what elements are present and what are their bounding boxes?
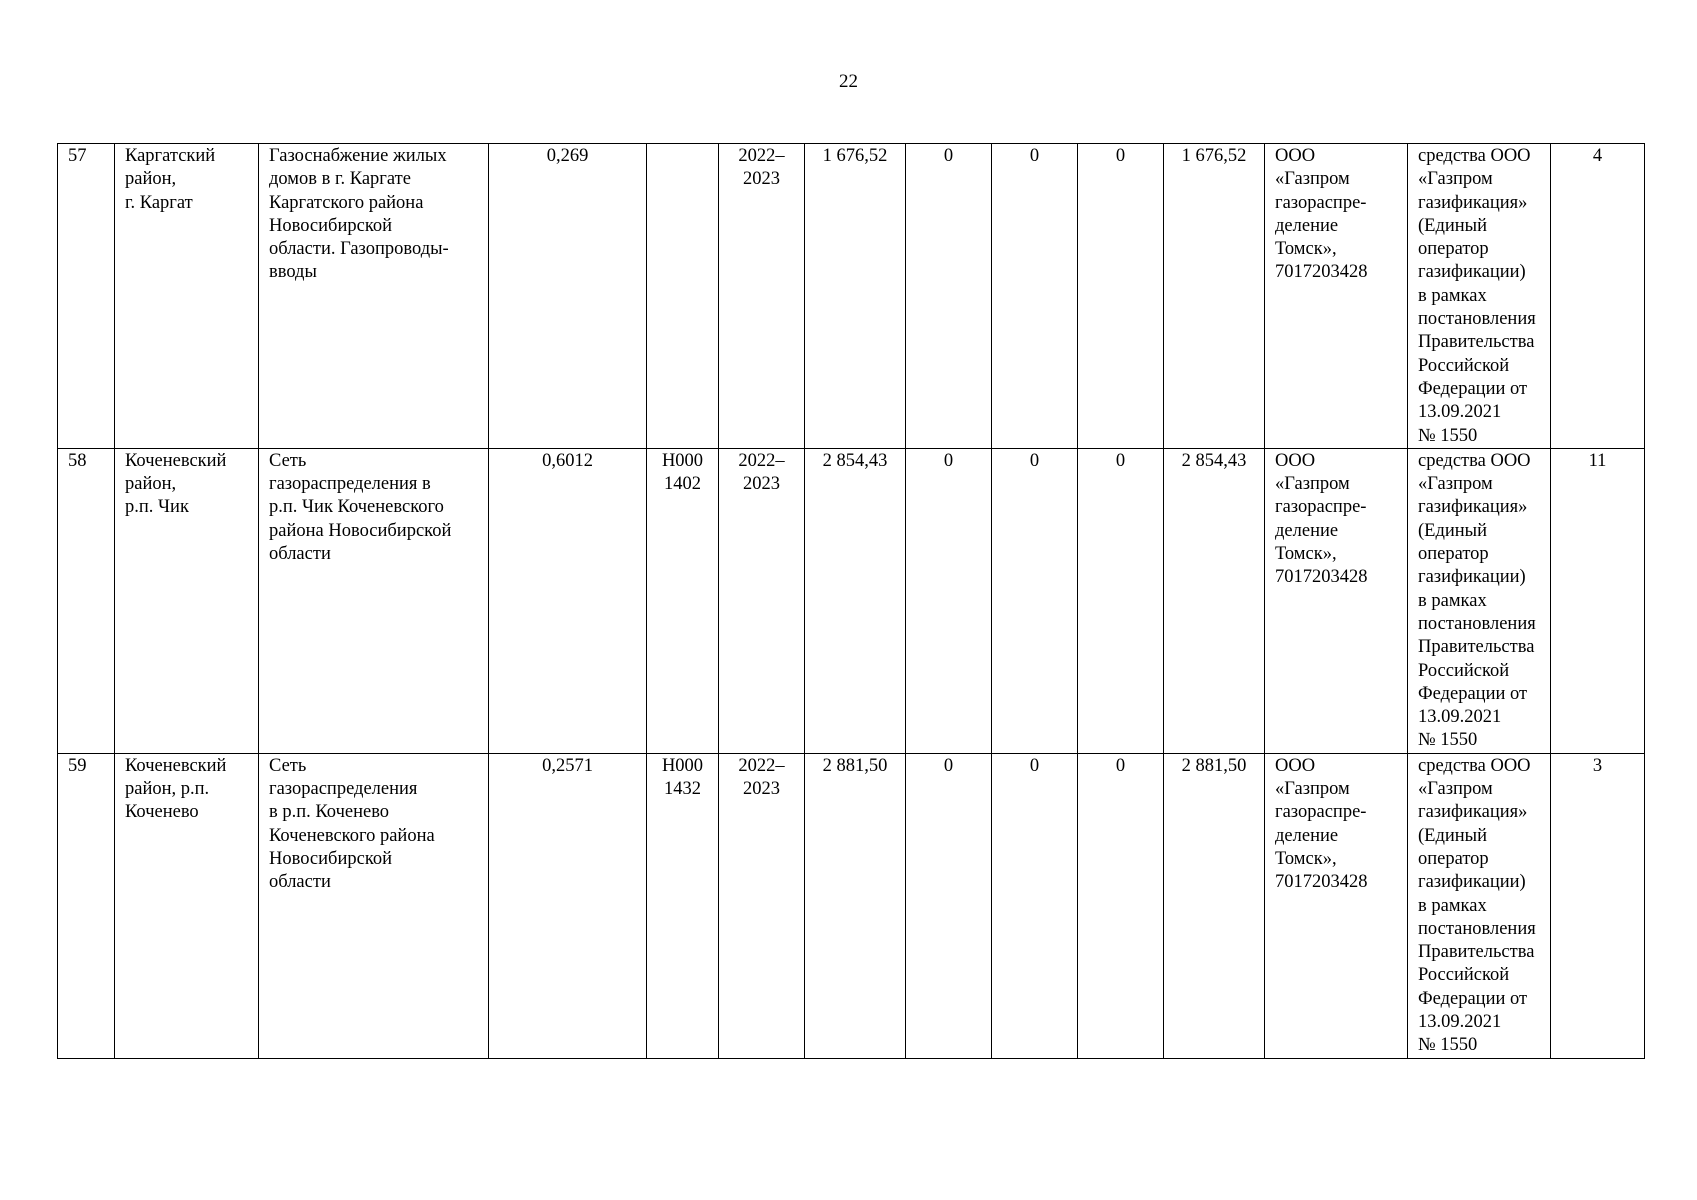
value-cell-3: 0 [1078,753,1164,1058]
funding-source-cell: средства ООО «Газпром газификация» (Единый оператор газификации) в рамках постановления Правительства Российской Федерации от 13.09.2021 № 1550 [1408,144,1551,449]
total-cost-cell: 2 881,50 [805,753,906,1058]
row-number: 57 [58,144,115,449]
value-cell-4: 2 881,50 [1164,753,1265,1058]
value-cell-3: 0 [1078,448,1164,753]
object-name-cell: Газоснабжение жилых домов в г. Каргате Каргатского района Новосибирской области. Газопроводы- вводы [259,144,489,449]
count-cell: 4 [1551,144,1645,449]
total-cost-cell: 1 676,52 [805,144,906,449]
table-row [58,448,1645,753]
value-cell-1: 0 [906,753,992,1058]
code-cell: Н000 1432 [647,753,719,1058]
total-cost-cell: 2 854,43 [805,448,906,753]
object-name-cell: Сеть газораспределения в р.п. Чик Коченевского района Новосибирской области [259,448,489,753]
value-cell-1: 0 [906,144,992,449]
table-row [58,753,1645,1058]
organization-cell: ООО «Газпром газораспре- деление Томск», 7017203428 [1265,753,1408,1058]
funding-source-cell: средства ООО «Газпром газификация» (Единый оператор газификации) в рамках постановления Правительства Российской Федерации от 13.09.2021 № 1550 [1408,448,1551,753]
length-cell: 0,269 [489,144,647,449]
district-cell: Коченевский район, р.п. Коченево [115,753,259,1058]
code-cell: Н000 1402 [647,448,719,753]
gasification-table [57,143,1645,1059]
funding-source-cell: средства ООО «Газпром газификация» (Единый оператор газификации) в рамках постановления Правительства Российской Федерации от 13.09.2021 № 1550 [1408,753,1551,1058]
length-cell: 0,6012 [489,448,647,753]
value-cell-4: 1 676,52 [1164,144,1265,449]
organization-cell: ООО «Газпром газораспре- деление Томск», 7017203428 [1265,448,1408,753]
count-cell: 11 [1551,448,1645,753]
table-row [58,144,1645,449]
value-cell-3: 0 [1078,144,1164,449]
page-number: 22 [839,71,858,92]
code-cell [647,144,719,449]
value-cell-2: 0 [992,448,1078,753]
organization-cell: ООО «Газпром газораспре- деление Томск», 7017203428 [1265,144,1408,449]
period-cell: 2022– 2023 [719,753,805,1058]
period-cell: 2022– 2023 [719,448,805,753]
row-number: 58 [58,448,115,753]
period-cell: 2022– 2023 [719,144,805,449]
length-cell: 0,2571 [489,753,647,1058]
value-cell-1: 0 [906,448,992,753]
value-cell-2: 0 [992,753,1078,1058]
object-name-cell: Сеть газораспределения в р.п. Коченево Коченевского района Новосибирской области [259,753,489,1058]
count-cell: 3 [1551,753,1645,1058]
district-cell: Каргатский район, г. Каргат [115,144,259,449]
district-cell: Коченевский район, р.п. Чик [115,448,259,753]
value-cell-4: 2 854,43 [1164,448,1265,753]
row-number: 59 [58,753,115,1058]
value-cell-2: 0 [992,144,1078,449]
